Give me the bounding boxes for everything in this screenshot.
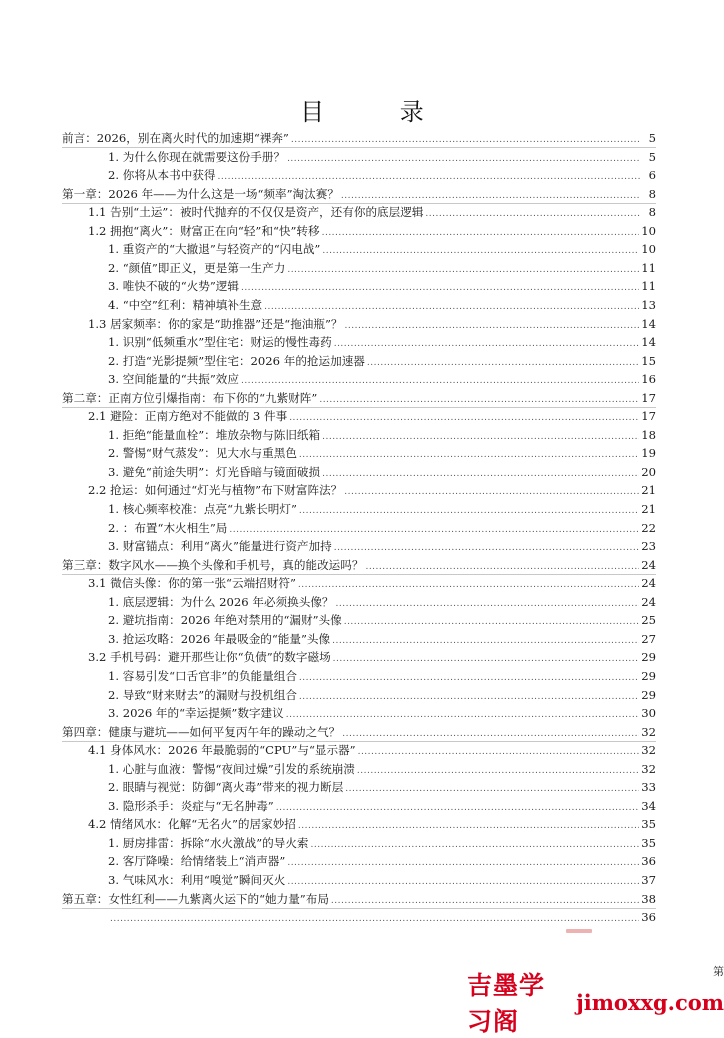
toc-entry-label: 第二章：正南方位引爆指南：布下你的“九紫财阵” <box>62 390 318 405</box>
toc-subsection-row <box>108 686 656 704</box>
toc-page-number: 24 <box>641 594 656 609</box>
toc-section-row <box>88 815 656 833</box>
toc-leader-dots <box>291 131 640 149</box>
toc-page-number: 8 <box>648 186 656 201</box>
toc-page-number: 10 <box>641 223 656 238</box>
toc-subsection-row <box>108 426 656 444</box>
toc-section-row <box>88 648 656 666</box>
toc-page-number: 19 <box>641 446 656 461</box>
toc-subsection-row <box>108 370 656 388</box>
toc-entry-label: 1. 核心频率校准：点亮“九紫长明灯” <box>108 502 297 516</box>
toc-subsection-row <box>108 148 656 166</box>
toc-leader-dots <box>425 205 640 223</box>
toc-section-row <box>88 203 656 221</box>
toc-subsection-row <box>108 611 656 629</box>
toc-page-number: 17 <box>641 409 656 424</box>
toc-subsection-row <box>108 352 656 370</box>
toc-page-number: 27 <box>641 631 656 646</box>
toc-leader-dots <box>287 854 639 872</box>
toc-subsection-row <box>108 871 656 889</box>
toc-page-number: 15 <box>641 353 656 368</box>
toc-subsection-row <box>108 463 656 481</box>
toc-chapter-row <box>62 185 656 204</box>
toc-leader-dots <box>322 428 639 446</box>
toc-entry-label: 1. 重资产的“大撤退”与轻资产的“闪电战” <box>108 242 321 257</box>
toc-entry-label: 2. 避坑指南：2026 年绝对禁用的“漏财”头像 <box>108 613 342 628</box>
toc-leader-dots <box>299 669 639 687</box>
toc-leader-dots <box>287 261 639 279</box>
toc-page-number: 5 <box>648 131 656 145</box>
toc-subsection-row <box>108 852 656 870</box>
toc-entry-label: 3. 隐形杀手：炎症与“无名肿毒” <box>108 798 274 813</box>
toc-page-number: 21 <box>641 502 656 516</box>
toc-leader-dots <box>287 150 640 168</box>
toc-page-number: 33 <box>641 780 656 795</box>
toc-entry-label: 第三章：数字风水——换个头像和手机号，真的能改运吗？ <box>62 557 364 572</box>
toc-section-row <box>88 481 656 499</box>
toc-entry-label: 3. 气味风水：利用“嗅觉”瞬间灭火 <box>108 873 286 887</box>
toc-page-number: 32 <box>641 761 656 776</box>
toc-entry-label: 3. 抢运攻略：2026 年最吸金的“能量”头像 <box>108 631 331 646</box>
toc-subsection-row <box>108 760 656 778</box>
toc-subsection-row <box>108 166 656 184</box>
toc-page-number: 32 <box>641 724 656 739</box>
toc-page-number: 14 <box>641 316 656 331</box>
toc-page-number: 24 <box>641 576 656 591</box>
toc-section-row <box>88 315 656 333</box>
toc-chapter-row <box>62 723 656 742</box>
toc-leader-dots <box>345 317 640 335</box>
toc-leader-dots <box>218 168 641 186</box>
toc-entry-label: 1. 拒绝“能量血栓”：堆放杂物与陈旧纸箱 <box>108 427 321 442</box>
toc-page-number: 17 <box>641 390 656 405</box>
toc-page-number: 35 <box>641 817 656 832</box>
toc-subsection-row <box>108 797 656 815</box>
toc-page-number: 18 <box>641 427 656 442</box>
toc-entry-label: 3.1 微信头像：你的第一张“云端招财符” <box>88 576 296 591</box>
toc-subsection-row <box>108 444 656 462</box>
toc-leader-dots <box>264 298 639 316</box>
toc-page-number: 38 <box>641 891 656 906</box>
toc-entry-label: 3. 2026 年的“幸运提频”数字建议 <box>108 706 284 721</box>
toc-subsection-row <box>108 834 656 852</box>
toc-entry-label: 前言：2026，别在离火时代的加速期“裸奔” <box>62 131 289 145</box>
toc-leader-dots <box>322 465 639 483</box>
toc-page-number: 36 <box>641 854 656 869</box>
toc-page-number: 21 <box>641 483 656 498</box>
toc-page-number: 8 <box>648 205 656 220</box>
toc-page-number: 11 <box>641 260 656 275</box>
toc-section-row <box>88 222 656 240</box>
toc-page-number: 30 <box>641 706 656 721</box>
toc-entry-label: 第一章：2026 年——为什么这是一场“频率”淘汰赛？ <box>62 186 339 201</box>
toc-entry-label: 2. 警惕“财气蒸发”：见大水与重黑色 <box>108 446 297 461</box>
toc-entry-label: 3. 唯快不破的“火势”逻辑 <box>108 279 239 294</box>
toc-page-number: 35 <box>641 835 656 850</box>
toc-subsection-row <box>108 240 656 258</box>
toc-subsection-row <box>108 259 656 277</box>
watermark-cn: 吉墨学习阁 <box>467 971 546 1036</box>
watermark <box>467 971 724 1036</box>
toc-page-number: 25 <box>641 613 656 628</box>
toc-leader-dots <box>365 558 639 576</box>
toc-entry-label: 3.2 手机号码：避开那些让你“负债”的数字磁场 <box>88 650 331 665</box>
toc-leader-dots <box>110 910 639 928</box>
toc-page-number: 11 <box>641 279 656 294</box>
toc-page-number: 37 <box>641 873 656 887</box>
toc-leader-dots <box>299 502 639 520</box>
toc-entry-label: 1. 底层逻辑：为什么 2026 年必须换头像？ <box>108 594 334 609</box>
toc-entry-label: 2. 导致“财来财去”的漏财与投机组合 <box>108 687 297 702</box>
toc-entry-label: 3. 避免“前途失明”：灯光昏暗与镜面破损 <box>108 464 321 479</box>
toc-chapter-row <box>62 890 656 909</box>
toc-leader-dots <box>342 725 639 743</box>
page-title: 目 录 <box>300 98 458 126</box>
toc-chapter-row <box>62 389 656 408</box>
toc-subsection-row <box>108 519 656 537</box>
toc-subsection-row <box>108 500 656 518</box>
toc-subsection-row <box>108 333 656 351</box>
toc-subsection-row <box>108 908 656 926</box>
toc-page-number: 22 <box>641 520 656 535</box>
footer-page-label: 第 <box>713 965 724 978</box>
toc-leader-dots <box>336 595 640 613</box>
toc-leader-dots <box>357 762 639 780</box>
toc-page-number: 36 <box>641 910 656 925</box>
toc-leader-dots <box>298 817 639 835</box>
toc-leader-dots <box>345 780 639 798</box>
toc-leader-dots <box>276 799 640 817</box>
toc-section-row <box>88 574 656 592</box>
toc-leader-dots <box>286 706 640 724</box>
toc-entry-label: 2.1 避险：正南方绝对不能做的 3 件事 <box>88 409 288 424</box>
toc-chapter-row <box>62 556 656 575</box>
watermark-en: jimoxxg.com <box>576 989 724 1015</box>
toc-entry-label: 2. 客厅降噪：给情绪装上“消声器” <box>108 854 286 869</box>
toc-entry-label: 1. 识别“低频重水”型住宅：财运的慢性毒药 <box>108 335 332 350</box>
toc-leader-dots <box>344 483 639 501</box>
toc-leader-dots <box>331 892 639 910</box>
toc-leader-dots <box>287 873 639 891</box>
toc-entry-label: 1. 容易引发“口舌官非”的负能量组合 <box>108 668 297 683</box>
toc-entry-label: 1. 心脏与血液：警惕“夜间过燥”引发的系统崩溃 <box>108 761 355 776</box>
toc-leader-dots <box>322 242 639 260</box>
toc-leader-dots <box>298 576 639 594</box>
toc-page-number: 32 <box>641 743 656 758</box>
toc-page-number: 34 <box>641 798 656 813</box>
toc-page-number: 6 <box>648 168 656 183</box>
toc-entry-label: 1. 厨房排雷：拆除“水火激战”的导火索 <box>108 835 309 850</box>
toc-entry-label: 3. 空间能量的“共振”效应 <box>108 372 239 387</box>
toc-entry-label: 1.1 告别“土运”：被时代抛弃的不仅仅是资产，还有你的底层逻辑 <box>88 205 424 220</box>
toc-subsection-row <box>108 277 656 295</box>
toc-entry-label: 1.2 拥抱“离火”：财富正在向“轻”和“快”转移 <box>88 223 320 238</box>
toc-entry-label: 2.2 抢运：如何通过“灯光与植物”布下财富阵法？ <box>88 483 343 498</box>
toc-subsection-row <box>108 778 656 796</box>
toc-leader-dots <box>319 391 639 409</box>
toc-page-number: 23 <box>641 539 656 554</box>
toc-entry-label: 1.3 居家频率：你的家是“助推器”还是“拖油瓶”？ <box>88 316 343 331</box>
toc-entry-label: 2. 眼睛与视觉：防御“离火毒”带来的视力断层 <box>108 780 344 795</box>
toc-entry-label: 2. “颜值”即正义，更是第一生产力 <box>108 260 286 275</box>
toc-leader-dots <box>334 539 640 557</box>
toc-page-number: 29 <box>641 687 656 702</box>
toc-chapter-row <box>62 129 656 148</box>
toc-page-number: 5 <box>648 149 656 164</box>
toc-leader-dots <box>311 836 640 854</box>
toc-entry-label: 第四章：健康与避坑——如何平复丙午年的躁动之气？ <box>62 724 341 739</box>
toc-entry-label: 4.2 情绪风水：化解“无名火”的居家妙招 <box>88 817 296 832</box>
toc-leader-dots <box>332 632 639 650</box>
toc-subsection-row <box>108 537 656 555</box>
toc-page-number: 14 <box>641 335 656 350</box>
toc-page-number: 29 <box>641 650 656 665</box>
toc-leader-dots <box>241 372 639 390</box>
toc-page-number: 16 <box>641 372 656 387</box>
toc-page-number: 20 <box>641 464 656 479</box>
toc-section-row <box>88 407 656 425</box>
toc-entry-label: 第五章：女性红利——九紫离火运下的“她力量”布局 <box>62 891 329 906</box>
toc-subsection-row <box>108 593 656 611</box>
toc-page-number: 10 <box>641 242 656 257</box>
toc-entry-label: 2. 你将从本书中获得 <box>108 168 216 183</box>
toc-entry-label: 4. “中空”红利：精神填补生意 <box>108 297 263 312</box>
toc-entry-label: 2. 打造“光影提频”型住宅：2026 年的抢运加速器 <box>108 353 365 368</box>
toc-leader-dots <box>229 521 639 539</box>
toc-subsection-row <box>108 630 656 648</box>
toc-leader-dots <box>358 743 640 761</box>
toc-leader-dots <box>334 335 640 353</box>
toc-leader-dots <box>333 650 640 668</box>
toc-leader-dots <box>299 688 639 706</box>
toc-subsection-row <box>108 704 656 722</box>
toc-leader-dots <box>299 446 639 464</box>
toc-entry-label: 3. 财富锚点：利用“离火”能量进行资产加持 <box>108 539 332 554</box>
toc-leader-dots <box>341 187 640 205</box>
toc-leader-dots <box>344 613 640 631</box>
toc-entry-label: 2. ：布置“木火相生”局 <box>108 520 228 535</box>
toc-page-number: 29 <box>641 668 656 683</box>
toc-page-number: 24 <box>641 557 656 572</box>
toc-leader-dots <box>367 354 639 372</box>
ink-mark <box>566 929 592 933</box>
toc-entry-label: 4.1 身体风水：2026 年最脆弱的“CPU”与“显示器” <box>88 743 356 758</box>
toc-leader-dots <box>289 409 639 427</box>
toc-entry-label: 1. 为什么你现在就需要这份手册？ <box>108 149 286 164</box>
toc-subsection-row <box>108 296 656 314</box>
toc-subsection-row <box>108 667 656 685</box>
toc-leader-dots <box>322 224 640 242</box>
toc-section-row <box>88 741 656 759</box>
toc-page-number: 13 <box>641 297 656 312</box>
toc-leader-dots <box>241 279 639 297</box>
